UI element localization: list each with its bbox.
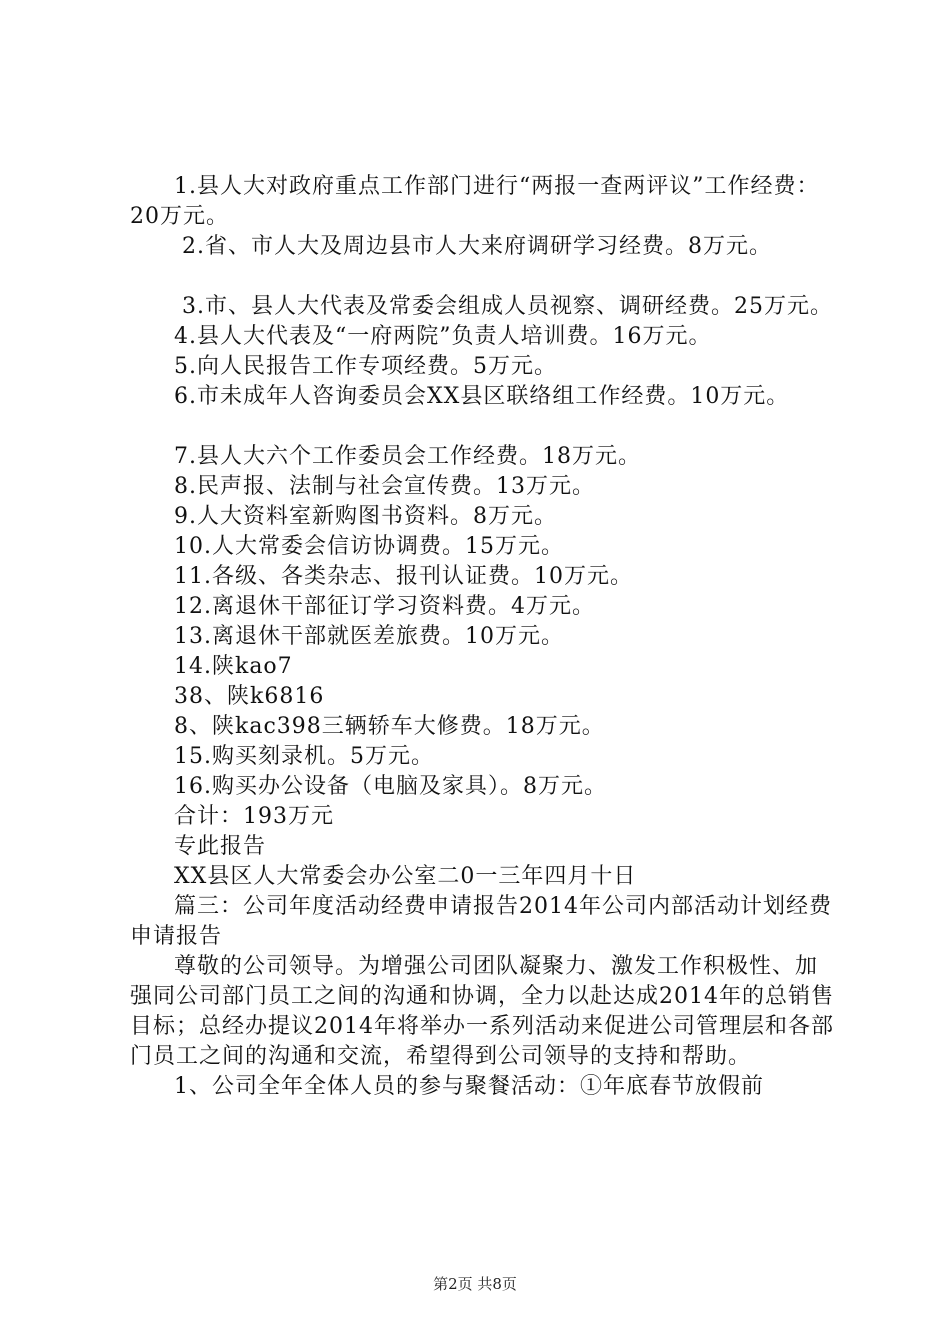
item-7: 7.县人大六个工作委员会工作经费。18万元。 — [174, 444, 641, 469]
closing-line: 专此报告 — [174, 834, 267, 859]
item-6: 6.市未成年人咨询委员会XX县区联络组工作经费。10万元。 — [174, 384, 790, 409]
document-body — [130, 172, 835, 1102]
item-13: 13.离退休干部就医差旅费。10万元。 — [174, 624, 564, 649]
item-14-part-3: 8、陕kac398三辆轿车大修费。18万元。 — [174, 714, 605, 739]
activity-item-1: 1、公司全年全体人员的参与聚餐活动：①年底春节放假前 — [174, 1074, 764, 1099]
item-2: 2.省、市人大及周边县市人大来府调研学习经费。8万元。 — [182, 234, 772, 259]
item-9: 9.人大资料室新购图书资料。8万元。 — [174, 504, 557, 529]
item-15: 15.购买刻录机。5万元。 — [174, 744, 434, 769]
signature-date: XX县区人大常委会办公室二0一三年四月十日 — [174, 864, 637, 889]
page-number: 第2页 共8页 — [433, 1275, 517, 1293]
body-paragraph: 尊敬的公司领导。为增强公司团队凝聚力、激发工作积极性、加强同公司部门员工之间的沟通和协调，全力以赴达成2014年的总销售目标；总经办提议2014年将举办一系列活动来促进公司管理层和各部门员工之间的沟通和交流，希望得到公司领导的支持和帮助。 — [130, 954, 834, 1069]
total-line: 合计：193万元 — [174, 804, 334, 829]
item-5: 5.向人民报告工作专项经费。5万元。 — [174, 354, 557, 379]
item-12: 12.离退休干部征订学习资料费。4万元。 — [174, 594, 595, 619]
item-11: 11.各级、各类杂志、报刊认证费。10万元。 — [174, 564, 633, 589]
item-10: 10.人大常委会信访协调费。15万元。 — [174, 534, 564, 559]
blank-line — [130, 262, 835, 292]
item-14-part-2: 38、陕k6816 — [174, 684, 325, 709]
section-heading: 篇三：公司年度活动经费申请报告2014年公司内部活动计划经费申请报告 — [130, 894, 832, 949]
item-14-part-1: 14.陕kao7 — [174, 654, 293, 679]
item-1: 1.县人大对政府重点工作部门进行“两报一查两评议”工作经费：20万元。 — [130, 174, 820, 229]
blank-line — [130, 412, 835, 442]
item-8: 8.民声报、法制与社会宣传费。13万元。 — [174, 474, 595, 499]
item-3: 3.市、县人大代表及常委会组成人员视察、调研经费。25万元。 — [182, 294, 833, 319]
item-16: 16.购买办公设备（电脑及家具）。8万元。 — [174, 774, 607, 799]
item-4: 4.县人大代表及“一府两院”负责人培训费。16万元。 — [174, 324, 712, 349]
